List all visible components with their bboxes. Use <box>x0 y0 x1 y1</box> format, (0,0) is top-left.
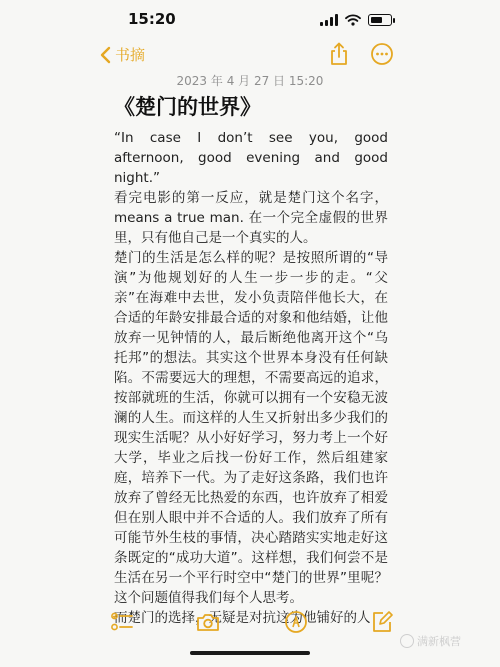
note-paragraph: 楚门的生活是怎么样的呢？是按照所谓的“导演”为他规划好的人生一步一步的走。“父亲”在海难中去世，发小负责陪伴他长大，在合适的年龄安排最合适的对象和他结婚，让他放弃一见钟情的人，最后断绝他离开这个“乌托邦”的想法。其实这个世界本身没有任何缺陷。不需要远大的理想，不需要高远的追求，按部就班的生活，你就可以拥有一个安稳无波澜的人生。而这样的人生又折射出多少我们的现实生活呢？从小好好学习，努力考上一个好大学，毕业之后找一份好工作，然后组建家庭，培养下一代。为了走好这条路，我们也许放弃了曾经无比热爱的东西，也许放弃了相爱但在别人眼中并不合适的人。我们放弃了所有可能节外生枝的事情，决心踏踏实实地走好这条既定的“成功大道”。这样想，我们何尝不是生活在另一个平行时空中“楚门的世界”里呢？这个问题值得我们每个人思考。 <box>114 250 388 606</box>
compose-icon[interactable] <box>370 610 394 634</box>
note-paragraph: 而楚门的选择，无疑是对抗这为他铺好的人 <box>114 610 371 626</box>
battery-icon <box>368 14 392 26</box>
navigation-bar <box>0 40 500 72</box>
chevron-left-icon <box>100 46 111 64</box>
note-title: 《楚门的世界》 <box>114 95 261 119</box>
checklist-icon[interactable] <box>110 610 134 634</box>
status-icons <box>320 13 392 27</box>
note-content[interactable] <box>114 92 388 628</box>
wifi-icon <box>345 14 361 26</box>
more-icon[interactable] <box>370 42 394 66</box>
note-date: 2023 年 4 月 27 日 15:20 <box>176 74 324 88</box>
home-indicator[interactable] <box>190 651 310 655</box>
back-button[interactable] <box>100 44 145 65</box>
back-label: 书摘 <box>115 46 146 64</box>
note-paragraph: 看完电影的第一反应，就是楚门这个名字，means a true man. 在一个完全虚假的世界里，只有他自己是一个真实的人。 <box>114 190 388 246</box>
watermark <box>400 633 461 649</box>
status-time: 15:20 <box>128 10 176 28</box>
markup-pen-icon[interactable] <box>284 610 308 634</box>
cellular-signal-icon <box>320 14 338 26</box>
share-icon[interactable] <box>328 42 350 66</box>
status-bar <box>0 0 500 40</box>
watermark-logo-icon <box>400 634 414 648</box>
watermark-text: 满新枫营 <box>417 635 461 648</box>
note-paragraph: “In case I don’t see you, good afternoon, good evening and good night.” <box>114 130 388 186</box>
note-body <box>114 128 388 628</box>
camera-icon[interactable] <box>196 610 220 634</box>
